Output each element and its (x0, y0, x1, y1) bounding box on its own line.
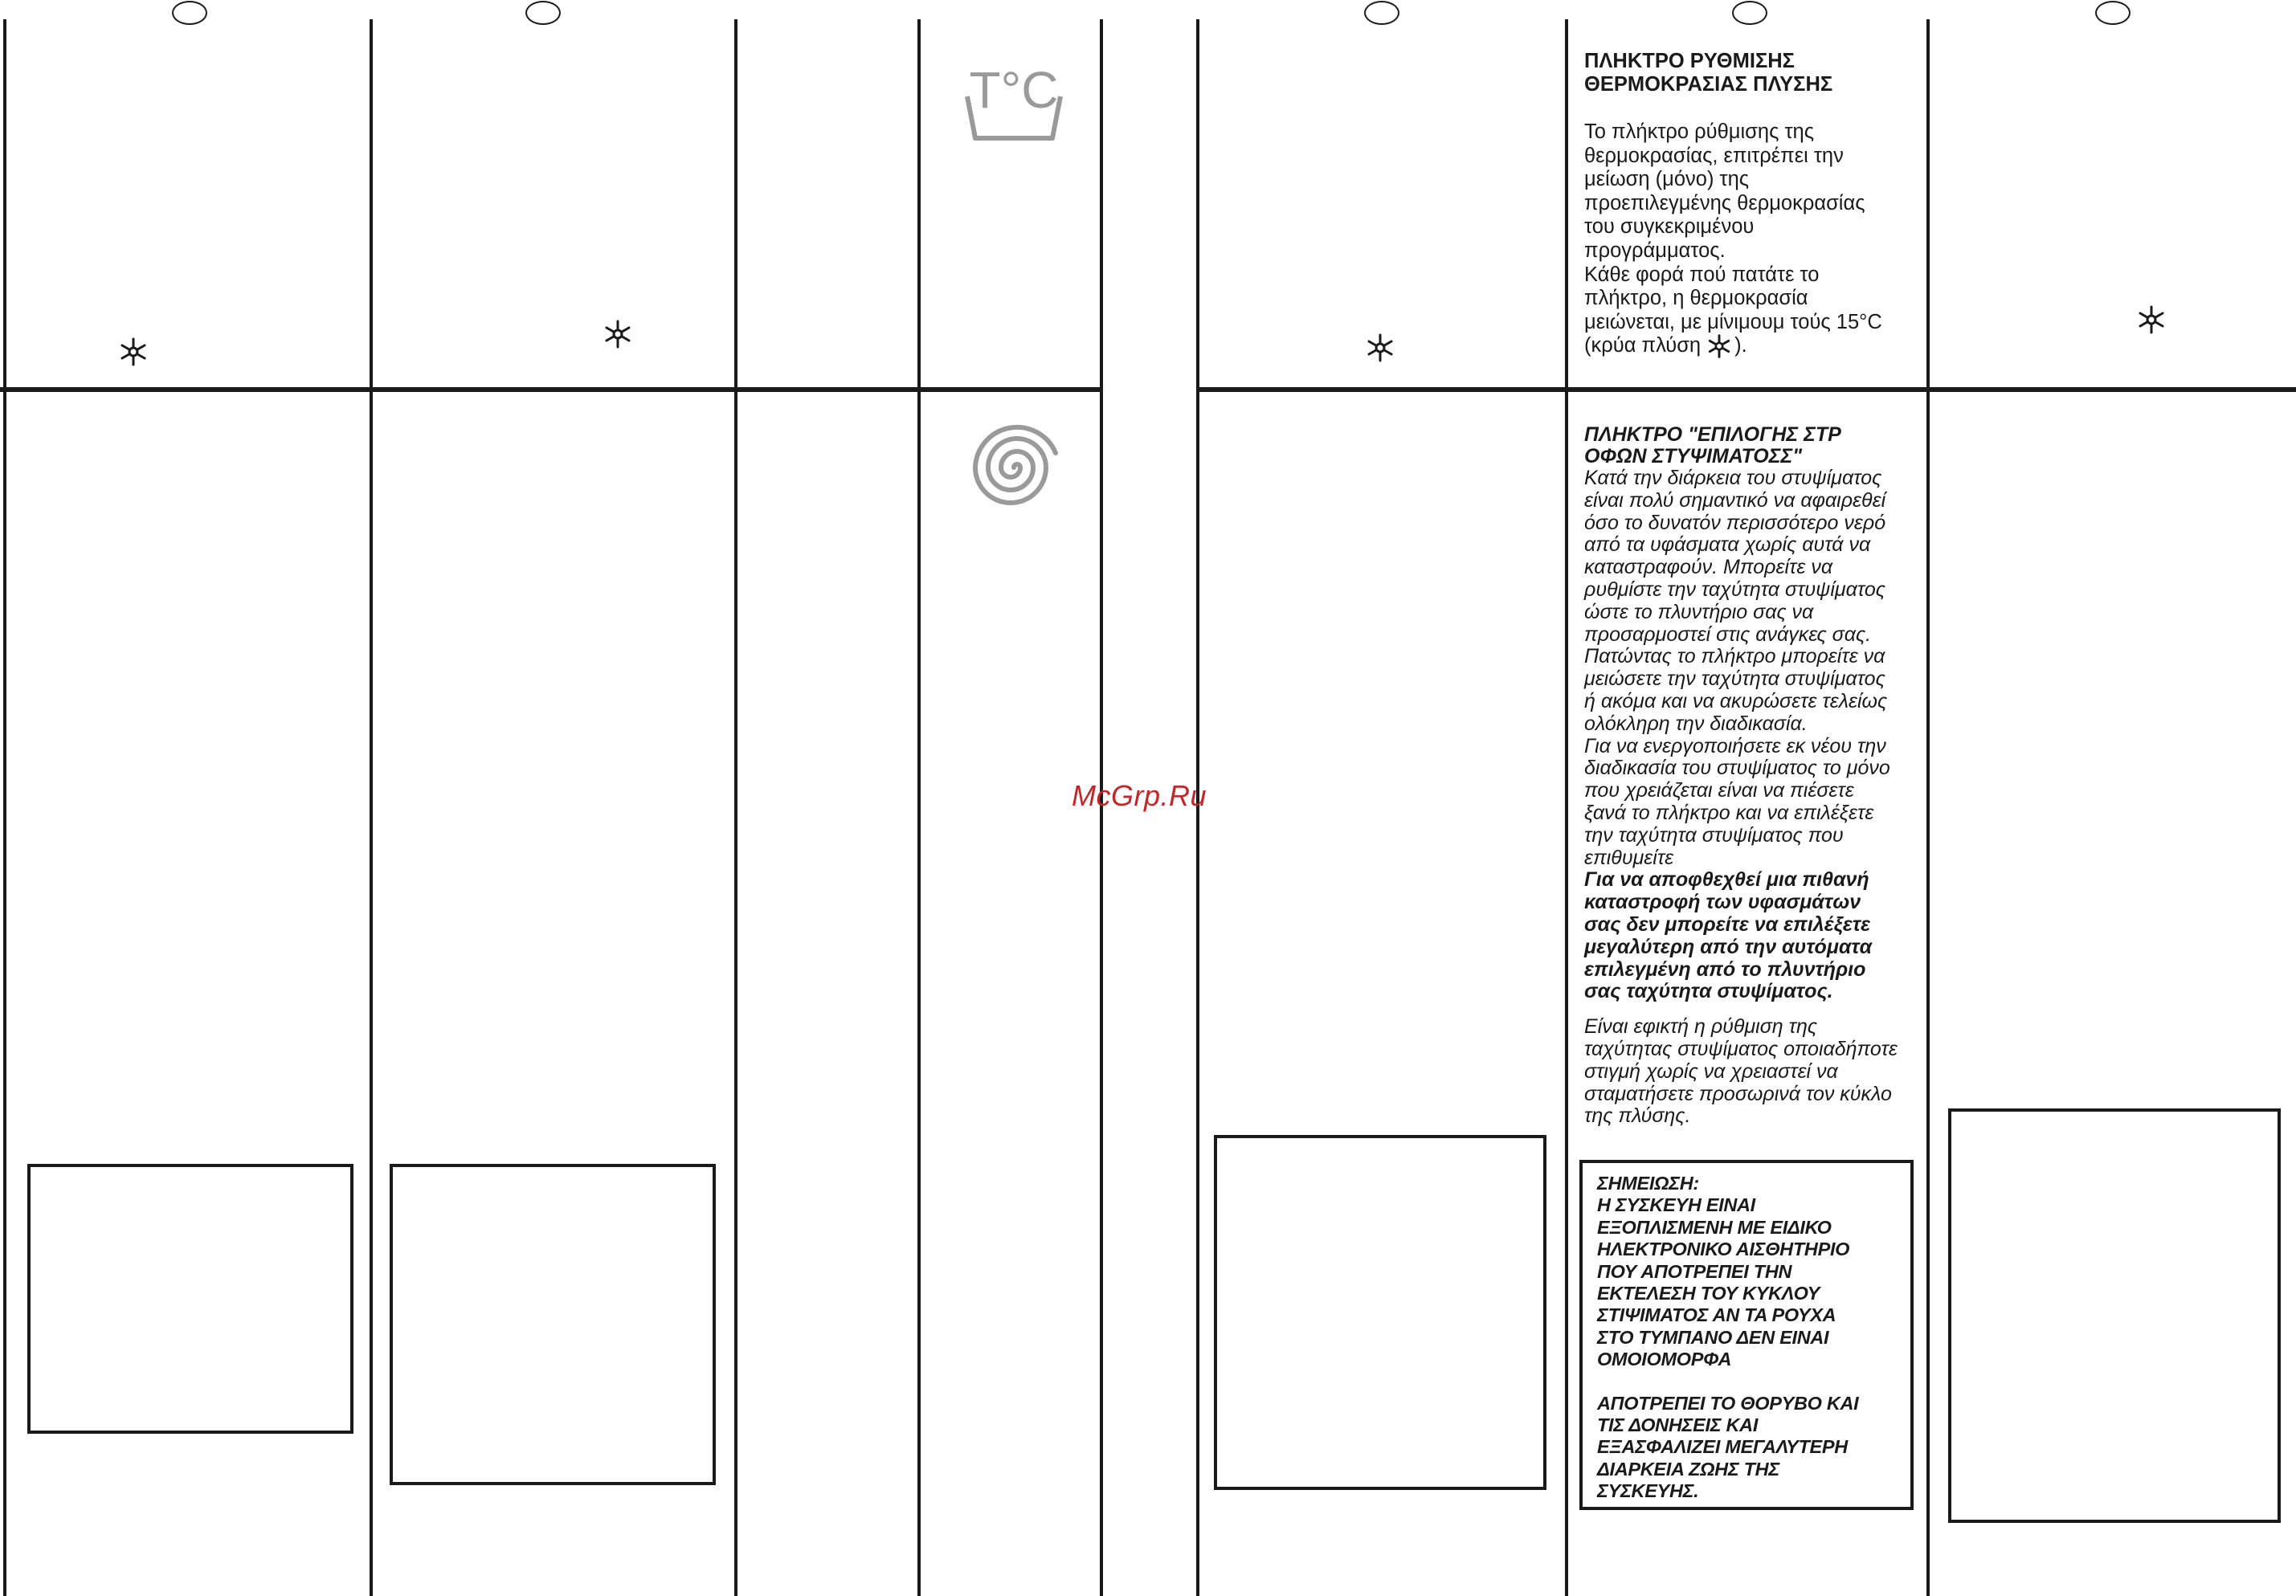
body-line: (κρύα πλύση (1584, 334, 1702, 357)
body-line: μειώσετε την ταχύτητα στυψίματος (1584, 667, 1885, 691)
body-line: επιθυμείτε (1584, 846, 1674, 869)
extra-line: σταματήσετε προσωρινά τον κύκλο (1584, 1082, 1892, 1105)
column-divider (3, 19, 6, 1596)
note-line: ΟΜΟΙΟΜΟΡΦΑ (1597, 1349, 1732, 1370)
punch-hole (1732, 1, 1767, 25)
note-line: ΔΙΑΡΚΕΙΑ ΖΩΗΣ ΤΗΣ (1597, 1458, 1779, 1480)
body-line: θερμοκρασίας, επιτρέπει την (1584, 144, 1844, 167)
body-line: που χρειάζεται είναι να πιέσετε (1584, 779, 1854, 802)
note-block-2 (1597, 1393, 1899, 1503)
spin-spiral-icon (969, 421, 1059, 511)
punch-hole (2095, 1, 2131, 25)
note-line: ΤΙΣ ΔΟΝΗΣΕΙΣ ΚΑΙ (1597, 1414, 1759, 1436)
note-block-1 (1597, 1173, 1899, 1371)
spin-body (1584, 467, 1920, 869)
body-line: προσαρμοστεί στις ανάγκες σας. (1584, 622, 1872, 646)
note-line: ΠΟΥ ΑΠΟΤΡΕΠΕΙ ΤΗΝ (1597, 1260, 1792, 1282)
note-line: Η ΣΥΣΚΕΥΗ ΕΙΝΑΙ (1597, 1194, 1755, 1216)
body-line: ολόκληρη την διαδικασία. (1584, 712, 1808, 735)
body-line: Κάθε φορά πού πατάτε το (1584, 263, 1820, 286)
note-line: ΕΚΤΕΛΕΣΗ ΤΟΥ ΚΥΚΛΟΥ (1597, 1283, 1820, 1304)
body-line: από τα υφάσματα χωρίς αυτά να (1584, 533, 1871, 557)
row-divider-left (0, 387, 1103, 392)
column-divider (1565, 19, 1568, 1596)
spin-title-line: ΟΦΩΝ ΣΤΥΨΙΜΑΤΟΣΣ" (1584, 445, 1803, 467)
warning-line: μεγαλύτερη από την αυτόματα (1584, 935, 1873, 958)
warning-line: σας δεν μπορείτε να επιλέξετε (1584, 912, 1871, 936)
note-line: ΣΗΜΕΙΩΣΗ: (1597, 1173, 1699, 1194)
body-line: Για να ενεργοποιήσετε εκ νέου την (1584, 734, 1886, 757)
watermark: McGrp.Ru (1072, 779, 1207, 812)
note-line: ΕΞΑΣΦΑΛΙΖΕΙ ΜΕΓΑΛΥΤΕΡΗ (1597, 1436, 1848, 1458)
body-line: την ταχύτητα στυψίματος που (1584, 823, 1844, 847)
extra-line: στιγμή χωρίς να χρειαστεί να (1584, 1059, 1838, 1083)
body-line: του συγκεκριμένου (1584, 215, 1755, 239)
note-line: ΕΞΟΠΛΙΣΜΕΝΗ ΜΕ ΕΙΔΙΚΟ (1597, 1216, 1832, 1238)
body-line: ώστε το πλυντήριο σας να (1584, 600, 1814, 623)
body-line-end: ). (1734, 334, 1747, 357)
note-line: ΑΠΟΤΡΕΠΕΙ ΤΟ ΘΟΡΥΒΟ ΚΑΙ (1597, 1392, 1859, 1414)
extra-line: της πλύσης. (1584, 1104, 1691, 1128)
illustration-box (1214, 1135, 1546, 1490)
body-line: καταστραφούν. Μπορείτε να (1584, 556, 1833, 579)
warning-line: σας ταχύτητα στυψίματος. (1584, 980, 1833, 1003)
body-line: είναι πολύ σημαντικό να αφαιρεθεί (1584, 488, 1886, 512)
body-line: προεπιλεγμένης θερμοκρασίας (1584, 191, 1865, 214)
spin-warning (1584, 869, 1920, 1003)
body-line: ξανά το πλήκτρο και να επιλέξετε (1584, 801, 1874, 824)
temperature-section (1584, 50, 1920, 358)
body-line: πλήκτρο, η θερμοκρασία (1584, 287, 1808, 310)
temperature-basin-icon (964, 61, 1064, 145)
spin-section (1584, 424, 1920, 1128)
body-line: Το πλήκτρο ρύθμισης της (1584, 120, 1814, 143)
note-line: ΣΥΣΚΕΥΗΣ. (1597, 1480, 1699, 1502)
column-divider (370, 19, 373, 1596)
illustration-box (27, 1164, 353, 1434)
row-divider-right (1196, 387, 2296, 392)
column-divider (1926, 19, 1930, 1596)
warning-line: Για να αποφθεχθεί μια πιθανή (1584, 868, 1869, 892)
temperature-title-line: ΠΛΗΚΤΡΟ ΡΥΘΜΙΣΗΣ (1584, 50, 1795, 72)
punch-hole (1364, 1, 1399, 25)
body-line: προγράμματος. (1584, 239, 1726, 262)
body-line: μείωση (μόνο) της (1584, 168, 1750, 191)
extra-line: ταχύτητας στυψίματος οποιαδήποτε (1584, 1037, 1898, 1060)
punch-hole (525, 1, 561, 25)
column-divider (734, 19, 737, 1596)
temperature-title (1584, 50, 1920, 96)
body-line: μειώνεται, με μίνιμουμ τούς 15°C (1584, 310, 1882, 333)
body-line: Πατώντας το πλήκτρο μπορείτε να (1584, 645, 1885, 668)
note-box (1579, 1160, 1914, 1510)
cold-wash-icon (603, 320, 632, 349)
note-line: ΗΛΕΚΤΡΟΝΙΚΟ ΑΙΣΘΗΤΗΡΙΟ (1597, 1239, 1850, 1260)
extra-line: Είναι εφικτή η ρύθμιση της (1584, 1015, 1818, 1039)
illustration-box (1948, 1108, 2281, 1523)
body-line: διαδικασία του στυψίματος το μόνο (1584, 757, 1890, 780)
spin-title-line: ΠΛΗΚΤΡΟ "ΕΠΙΛΟΓΗΣ ΣΤΡ (1584, 423, 1841, 446)
column-divider (917, 19, 921, 1596)
warning-line: επιλεγμένη από το πλυντήριο (1584, 957, 1866, 981)
cold-wash-inline-icon (1707, 334, 1731, 358)
cold-wash-icon (119, 337, 148, 366)
note-line: ΣΤΙΨΙΜΑΤΟΣ ΑΝ ΤΑ ΡΟΥΧΑ (1597, 1304, 1836, 1326)
illustration-box (390, 1164, 716, 1485)
body-line: ή ακόμα και να ακυρώσετε τελείως (1584, 689, 1888, 712)
warning-line: καταστροφή των υφασμάτων (1584, 891, 1861, 914)
body-line: Κατά την διάρκεια του στυψίματος (1584, 467, 1882, 489)
body-line: όσο το δυνατόν περισσότερο νερό (1584, 511, 1886, 534)
cold-wash-icon (1366, 333, 1395, 362)
body-line: ρυθμίστε την ταχύτητα στυψίματος (1584, 578, 1885, 601)
temperature-icon-label: T°C (969, 61, 1059, 119)
temperature-title-line: ΘΕΡΜΟΚΡΑΣΙΑΣ ΠΛΥΣΗΣ (1584, 73, 1833, 96)
note-line: ΣΤΟ ΤΥΜΠΑΝΟ ΔΕΝ ΕΙΝΑΙ (1597, 1326, 1829, 1348)
spin-title (1584, 424, 1920, 467)
spin-extra (1584, 1016, 1920, 1128)
temperature-body (1584, 120, 1920, 358)
cold-wash-icon (2137, 305, 2166, 334)
punch-hole (172, 1, 207, 25)
